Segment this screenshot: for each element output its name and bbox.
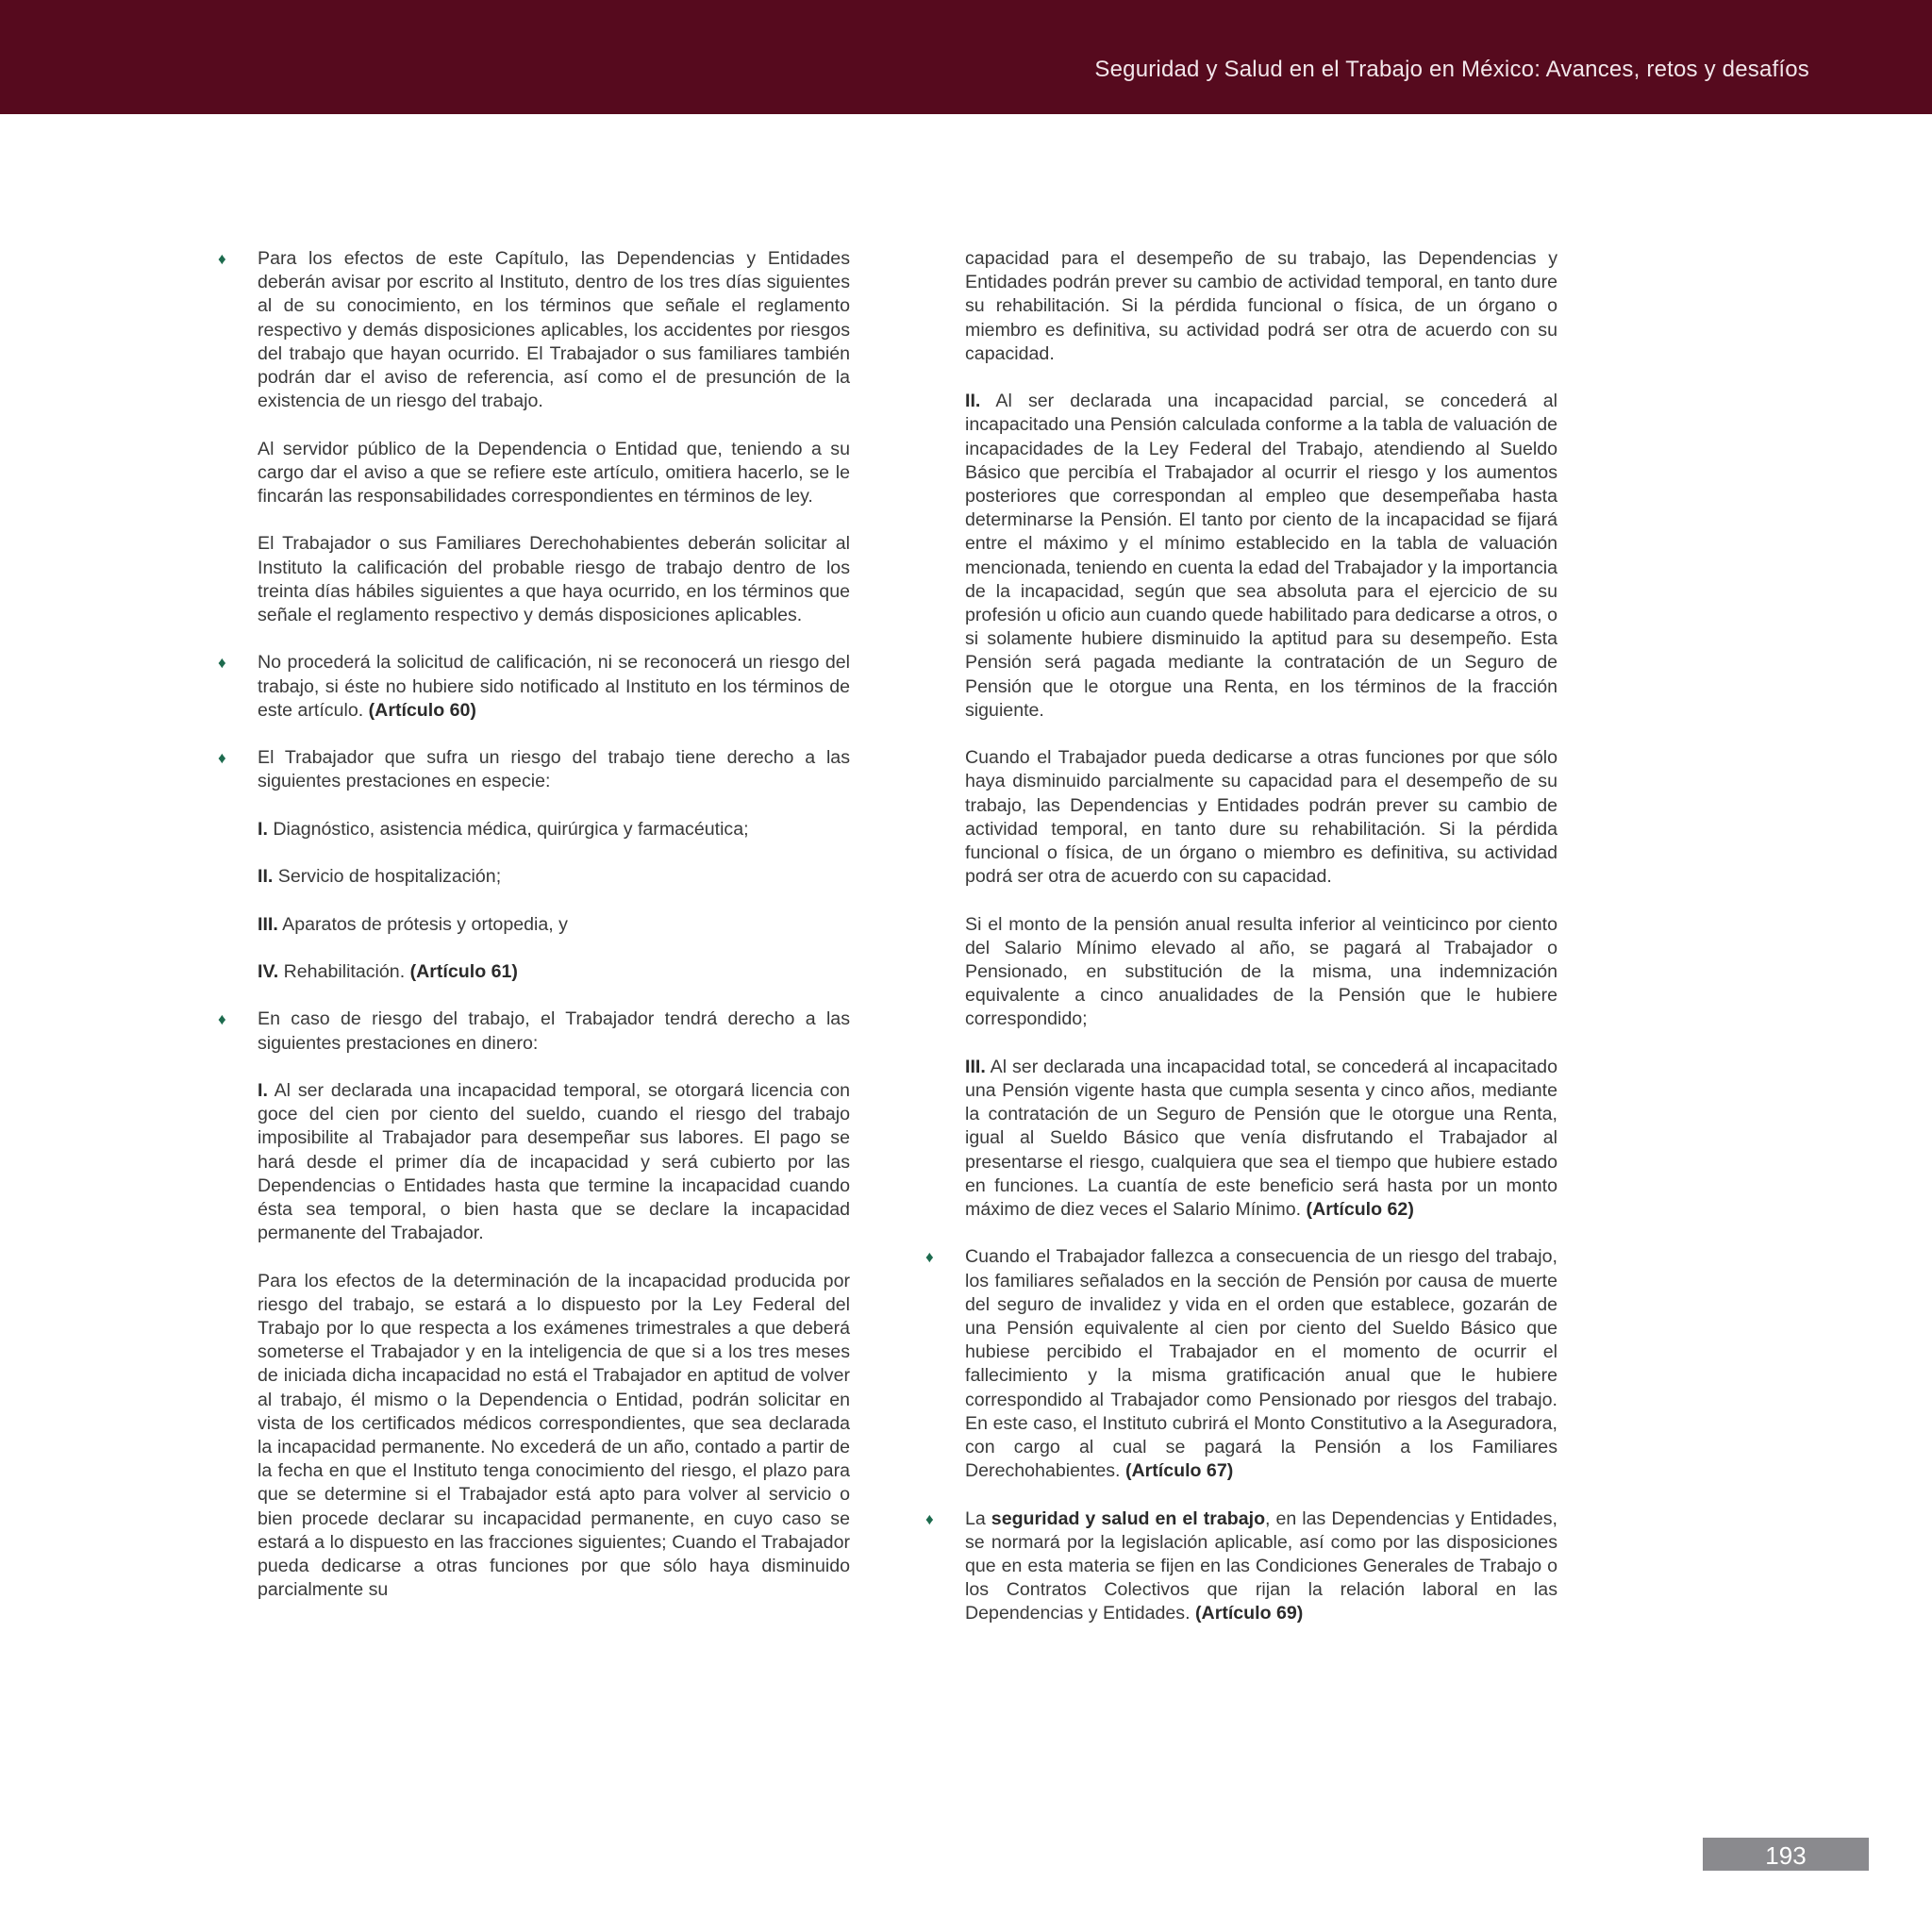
article-reference: (Artículo 67) <box>1124 1460 1234 1482</box>
list-item-text: Rehabilitación. <box>283 960 406 982</box>
running-header-title: Seguridad y Salud en el Trabajo en México: Avances, retos y desafíos <box>1094 57 1809 82</box>
roman-numeral: IV. <box>258 960 279 982</box>
article-reference: (Artículo 61) <box>409 960 518 982</box>
article-reference: (Artículo 60) <box>368 699 476 721</box>
roman-numeral: II. <box>965 391 981 412</box>
paragraph: El Trabajador que sufra un riesgo del trabajo tiene derecho a las siguientes prestaciones en especie: <box>258 747 850 792</box>
paragraph: Para los efectos de este Capítulo, las Dependencias y Entidades deberán avisar por escrito al Instituto, dentro de los tres días siguientes al de su conocimiento, en los términos que señale el reglamento respectivo y demás disposiciones aplicables, los accidentes por riesgos del trabajo que hayan ocurrido. El Trabajador o sus familiares también podrán dar el aviso de referencia, así como el de presunción de la existencia de un riesgo del trabajo. <box>258 248 850 412</box>
list-item <box>965 390 1557 723</box>
article-reference: (Artículo 62) <box>1306 1199 1414 1221</box>
paragraph: Si el monto de la pensión anual resulta inferior al veinticinco por ciento del Salario Mínimo elevado al año, se pagará al Trabajador o Pensionado, en substitución de la misma, una indemnización equivalente a cinco anualidades de la Pensión que le hubiere correspondido; <box>965 913 1557 1030</box>
roman-numeral: III. <box>258 913 278 935</box>
diamond-bullet-icon: ♦ <box>925 1248 934 1267</box>
list-item-text: Diagnóstico, asistencia médica, quirúrgica y farmacéutica; <box>273 818 749 840</box>
bullet-item <box>218 1008 850 1602</box>
paragraph <box>965 1245 1557 1483</box>
paragraph: El Trabajador o sus Familiares Derechohabientes deberán solicitar al Instituto la calificación del probable riesgo de trabajo dentro de los treinta días hábiles siguientes a que haya ocurrido, en los términos que señale el reglamento respectivo y demás disposiciones aplicables. <box>258 533 850 626</box>
roman-numeral: II. <box>258 866 274 888</box>
list-item-text: Al ser declarada una incapacidad temporal, se otorgará licencia con goce del cien por ciento del sueldo, cuando el riesgo del trabajo imposibilite al Trabajador para desempeñar sus labores. El pago se hará desde el primer día de incapacidad y será cubierto por las Dependencias o Entidades hasta que termine la incapacidad cuando ésta sea temporal, o bien hasta que se declare la incapacidad permanente del Trabajador. <box>258 1079 850 1244</box>
paragraph: capacidad para el desempeño de su trabajo, las Dependencias y Entidades podrán prever su cambio de actividad temporal, en tanto dure su rehabilitación. Si la pérdida funcional o física, de un órgano o miembro es definitiva, su actividad podrá ser otra de acuerdo con su capacidad. <box>965 248 1557 364</box>
left-column <box>218 247 850 1626</box>
list-item <box>258 913 850 937</box>
diamond-bullet-icon: ♦ <box>218 654 226 673</box>
page-number-box <box>1703 1838 1869 1871</box>
diamond-bullet-icon: ♦ <box>218 250 226 268</box>
bullet-item <box>218 247 850 627</box>
page-number: 193 <box>1765 1841 1807 1870</box>
paragraph-text: , en las Dependencias y Entidades, se normará por la legislación aplicable, así como por las disposiciones que en esta materia se fijen en las Condiciones Generales de Trabajo o los Contratos Colectivos que rijan la relación laboral en las Dependencias y Entidades. <box>965 1507 1557 1624</box>
list-item-text: Servicio de hospitalización; <box>277 866 502 888</box>
list-item <box>258 1079 850 1245</box>
list-item <box>258 865 850 889</box>
bullet-item <box>925 1245 1557 1483</box>
bullet-item <box>218 746 850 984</box>
paragraph: En caso de riesgo del trabajo, el Trabajador tendrá derecho a las siguientes prestaciones en dinero: <box>258 1008 850 1054</box>
list-item-text: Aparatos de prótesis y ortopedia, y <box>282 913 568 935</box>
paragraph <box>258 651 850 723</box>
diamond-bullet-icon: ♦ <box>218 749 226 768</box>
roman-numeral: I. <box>258 1079 268 1101</box>
right-column <box>925 247 1557 1650</box>
diamond-bullet-icon: ♦ <box>925 1509 934 1528</box>
bullet-item <box>218 651 850 723</box>
roman-numeral: III. <box>965 1056 986 1077</box>
paragraph: Para los efectos de la determinación de la incapacidad producida por riesgo del trabajo, se estará a lo dispuesto por la Ley Federal del Trabajo por lo que respecta a los exámenes trimestrales a que deberá someterse el Trabajador y en la inteligencia de que si a los tres meses de iniciada dicha incapacidad no está el Trabajador en aptitud de volver al trabajo, él mismo o la Dependencia o Entidad, podrán solicitar en vista de los certificados médicos correspondientes, que sea declarada la incapacidad permanente. No excederá de un año, contado a partir de la fecha en que el Instituto tenga conocimiento del riesgo, el plazo para que se determine si el Trabajador está apto para volver al servicio o bien procede declarar su incapacidad permanente, en cuyo caso se estará a lo dispuesto en las fracciones siguientes; Cuando el Trabajador pueda dedicarse a otras funciones por que sólo haya disminuido parcialmente su <box>258 1270 850 1601</box>
paragraph <box>965 1507 1557 1626</box>
list-item-text: Al ser declarada una incapacidad total, se concederá al incapacitado una Pensión vigente hasta que cumpla sesenta y cinco años, mediante la contratación de un Seguro de Pensión que le otorgue una Renta, igual al Sueldo Básico que venía disfrutando el Trabajador al presentarse el riesgo, cualquiera que sea el tiempo que hubiere estado en funciones. La cuantía de este beneficio será hasta por un monto máximo de diez veces el Salario Mínimo. <box>965 1056 1557 1221</box>
paragraph-text: La <box>965 1507 986 1529</box>
bullet-item <box>925 1507 1557 1626</box>
list-item <box>258 960 850 984</box>
list-item <box>965 1056 1557 1222</box>
article-reference: (Artículo 69) <box>1195 1603 1304 1624</box>
list-item <box>258 818 850 841</box>
emphasis-text: seguridad y salud en el trabajo <box>991 1507 1266 1529</box>
diamond-bullet-icon: ♦ <box>218 1010 226 1029</box>
roman-numeral: I. <box>258 818 268 840</box>
list-item-text: Al ser declarada una incapacidad parcial, se concederá al incapacitado una Pensión calculada conforme a la tabla de valuación de incapacidades de la Ley Federal del Trabajo, atendiendo al Sueldo Básico que percibía el Trabajador al ocurrir el riesgo y los aumentos posteriores que correspondan al empleo que desempeñaba hasta determinarse la Pensión. El tanto por ciento de la incapacidad se fijará entre el máximo y el mínimo establecido en la tabla de valuación mencionada, teniendo en cuenta la edad del Trabajador y la importancia de la incapacidad, según que sea absoluta para el ejercicio de su profesión u oficio aun cuando quede habilitado para dedicarse a otros, o si solamente hubiere disminuido la aptitud para su desempeño. Esta Pensión será pagada mediante la contratación de un Seguro de Pensión que le otorgue una Renta, en los términos de la fracción siguiente. <box>965 391 1557 721</box>
paragraph-text: No procederá la solicitud de calificación, ni se reconocerá un riesgo del trabajo, si éste no hubiere sido notificado al Instituto en los términos de este artículo. <box>258 652 850 721</box>
paragraph: Al servidor público de la Dependencia o Entidad que, teniendo a su cargo dar el aviso a que se refiere este artículo, omitiera hacerlo, se le fincarán las responsabilidades correspondientes en términos de ley. <box>258 438 850 508</box>
paragraph-text: Cuando el Trabajador fallezca a consecuencia de un riesgo del trabajo, los familiares señalados en la sección de Pensión por causa de muerte del seguro de invalidez y vida en el orden que establece, gozarán de una Pensión equivalente al cien por ciento del Sueldo Básico que hubiese percibido el Trabajador en el momento de ocurrir el fallecimiento y la misma gratificación anual que le hubiere correspondido al Trabajador como Pensionado por riesgos del trabajo. En este caso, el Instituto cubrirá el Monto Constitutivo a la Aseguradora, con cargo al cual se pagará la Pensión a los Familiares Derechohabientes. <box>965 1246 1557 1482</box>
header-bar <box>0 0 1932 114</box>
paragraph: Cuando el Trabajador pueda dedicarse a otras funciones por que sólo haya disminuido parcialmente su capacidad para el desempeño de su trabajo, las Dependencias y Entidades podrán prever su cambio de actividad temporal, en tanto dure su rehabilitación. Si la pérdida funcional o física, de un órgano o miembro es definitiva, su actividad podrá ser otra de acuerdo con su capacidad. <box>965 747 1557 888</box>
